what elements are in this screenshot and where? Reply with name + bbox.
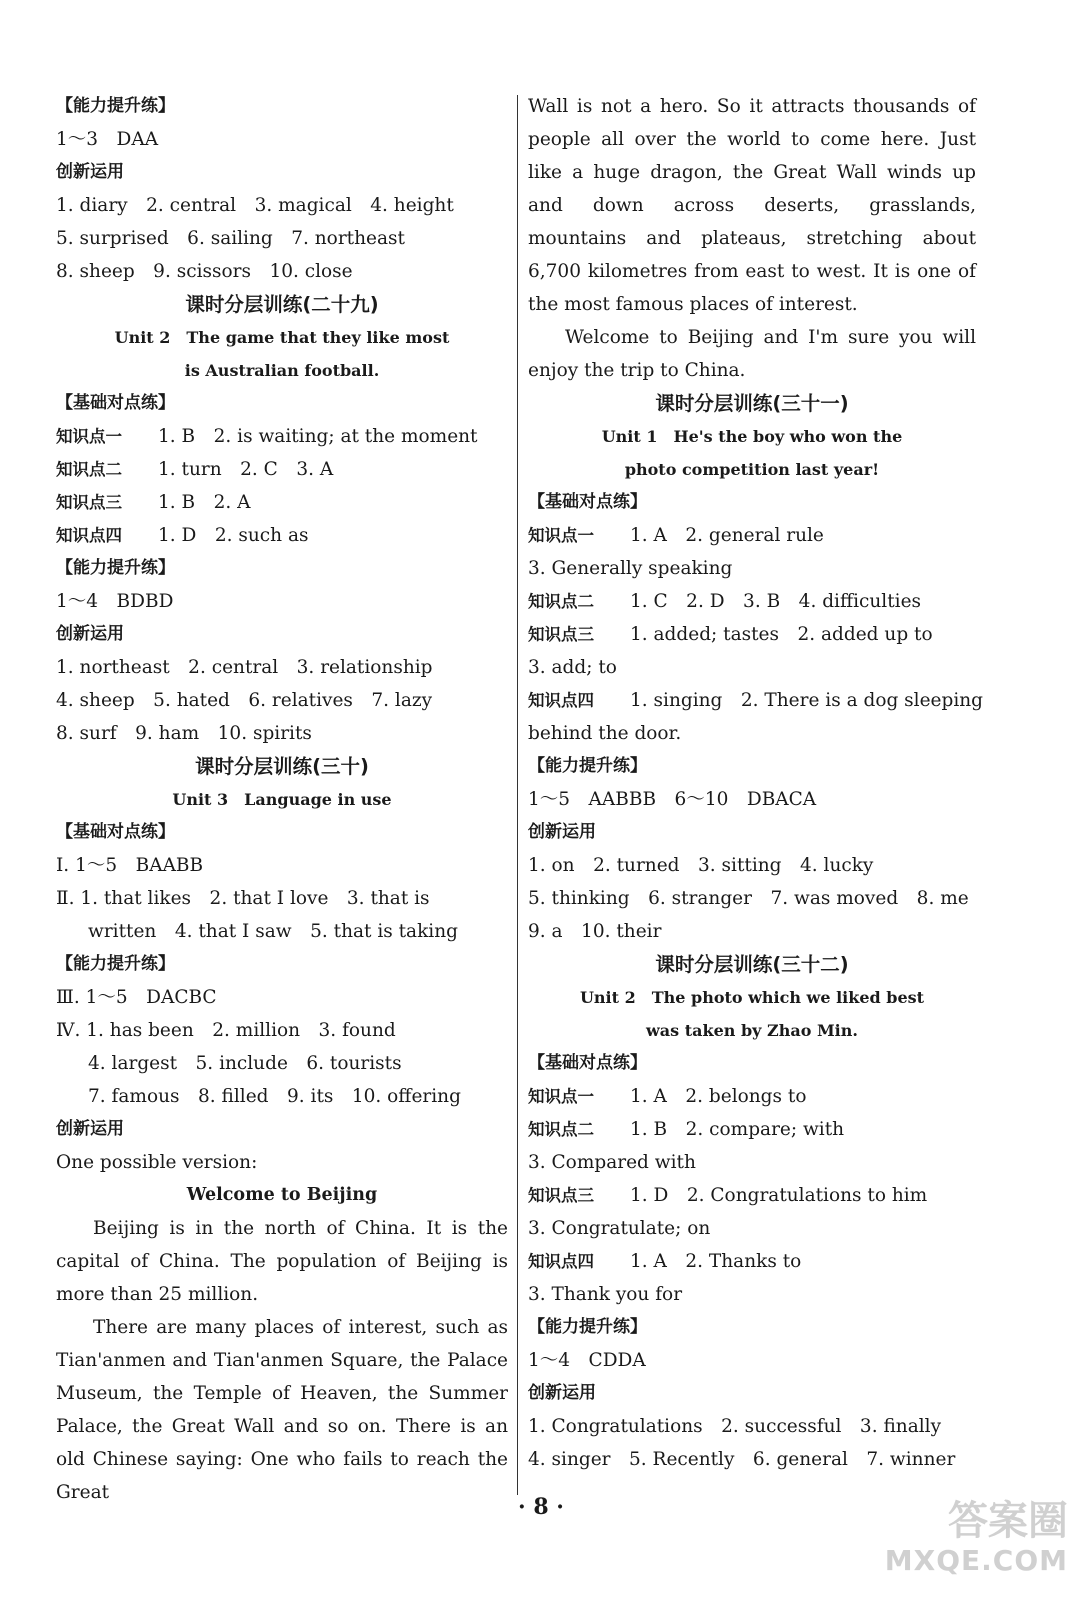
answer-text: 1. A 2. belongs to [630,1086,807,1107]
answer-line: 3. Compared with [528,1152,696,1173]
unit-title: Unit 1 He's the boy who won the [601,427,903,446]
unit-title: Unit 2 The game that they like most [114,328,450,347]
knowledge-point-row [528,585,976,618]
unit-title: Unit 3 Language in use [172,790,392,809]
answer-line: 1. northeast 2. central 3. relationship [56,657,433,678]
section-heading: 创新运用 [56,624,124,644]
knowledge-point-row [528,1080,976,1113]
answer-line: 9. a 10. their [528,921,662,942]
knowledge-point-label: 知识点一 [56,427,122,446]
lesson-title: 课时分层训练(三十二) [655,953,849,976]
section-heading: 创新运用 [56,1119,124,1139]
answer-line: 5. thinking 6. stranger 7. was moved 8. me [528,888,969,909]
answer-text: 1. B 2. A [158,492,251,513]
left-column [56,90,508,1509]
answer-text: 1. D 2. such as [158,525,309,546]
answer-text: 1. B 2. compare; with [630,1119,845,1140]
lesson-title: 课时分层训练(二十九) [185,293,379,316]
answer-line: 3. add; to [528,657,617,678]
knowledge-point-label: 知识点二 [528,592,594,611]
answer-line: 8. sheep 9. scissors 10. close [56,261,353,282]
knowledge-point-row [56,519,508,552]
unit-title: photo competition last year! [624,460,880,479]
answer-line: 3. Thank you for [528,1284,683,1305]
knowledge-point-label: 知识点四 [56,526,122,545]
essay-paragraph: Beijing is in the north of China. It is the capital of China. The population of Beijing is more than 25 million. [56,1218,508,1305]
answer-line: 4. singer 5. Recently 6. general 7. winner [528,1449,956,1470]
answer-line: 3. Congratulate; on [528,1218,711,1239]
essay-paragraph: Welcome to Beijing and I'm sure you will enjoy the trip to China. [528,327,976,381]
answer-line: 1. Congratulations 2. successful 3. finally [528,1416,942,1437]
section-heading: 【基础对点练】 [528,492,647,512]
essay-paragraph: Wall is not a hero. So it attracts thousands of people all over the world to come here. Just like a huge dragon, the Great Wall winds up and down across deserts, grasslands, mountains and plateaus, stretching about 6,700 kilometres from east to west. It is one of the most famous places of interest. [528,96,976,315]
answer-line: Ⅲ. 1～5 DACBC [56,987,217,1008]
knowledge-point-label: 知识点三 [528,1186,594,1205]
knowledge-point-label: 知识点四 [528,691,594,710]
section-heading: 【基础对点练】 [528,1053,647,1073]
essay-paragraph: There are many places of interest, such as Tian'anmen and Tian'anmen Square, the Palace Museum, the Temple of Heaven, the Summer Palace, the Great Wall and so on. There is an old Chinese saying: One who fails to reach the Great [56,1317,508,1503]
answer-line: 4. sheep 5. hated 6. relatives 7. lazy [56,690,433,711]
knowledge-point-row [528,684,984,717]
essay-intro: One possible version: [56,1152,258,1173]
answer-line: 4. largest 5. include 6. tourists [88,1053,402,1074]
column-divider [517,95,518,1495]
answer-line: Ⅳ. 1. has been 2. million 3. found [56,1020,396,1041]
answer-text: 1. turn 2. C 3. A [158,459,334,480]
section-heading: 【基础对点练】 [56,822,175,842]
knowledge-point-row [56,453,508,486]
knowledge-point-label: 知识点四 [528,1252,594,1271]
section-heading: 【能力提升练】 [56,558,175,578]
knowledge-point-label: 知识点二 [528,1120,594,1139]
answer-text: 1. singing 2. There is a dog sleeping [630,690,984,711]
knowledge-point-label: 知识点一 [528,526,594,545]
answer-line: 1～4 BDBD [56,591,174,612]
section-heading: 创新运用 [56,162,124,182]
knowledge-point-row [528,618,976,651]
answer-line: behind the door. [528,723,682,744]
essay-title: Welcome to Beijing [186,1185,378,1205]
answer-line: 1. on 2. turned 3. sitting 4. lucky [528,855,874,876]
answer-line: 8. surf 9. ham 10. spirits [56,723,312,744]
section-heading: 【基础对点练】 [56,393,175,413]
section-heading: 创新运用 [528,1383,596,1403]
answer-line: 1～4 CDDA [528,1350,646,1371]
watermark-logo [885,1498,1068,1577]
page-number: · 8 · [518,1494,564,1520]
answer-line: 1～3 DAA [56,129,159,150]
lesson-title: 课时分层训练(三十) [195,755,369,778]
section-heading: 【能力提升练】 [56,96,175,116]
knowledge-point-label: 知识点三 [56,493,122,512]
knowledge-point-row [528,1179,976,1212]
watermark-text: 答案圈 [948,1498,1068,1544]
answer-line: Ⅱ. 1. that likes 2. that I love 3. that is [56,888,430,909]
section-heading: 创新运用 [528,822,596,842]
answer-line: 3. Generally speaking [528,558,733,579]
watermark-url: MXQE.COM [884,1544,1068,1577]
answer-text: 1. A 2. general rule [630,525,824,546]
answer-line: written 4. that I saw 5. that is taking [88,921,458,942]
section-heading: 【能力提升练】 [528,756,647,776]
right-column [528,90,984,1476]
knowledge-point-row [56,420,508,453]
answer-line: 5. surprised 6. sailing 7. northeast [56,228,405,249]
lesson-title: 课时分层训练(三十一) [655,392,849,415]
knowledge-point-row [528,1245,976,1278]
answer-text: 1. D 2. Congratulations to him [630,1185,928,1206]
answer-text: 1. A 2. Thanks to [630,1251,802,1272]
section-heading: 【能力提升练】 [56,954,175,974]
answer-text: 1. B 2. is waiting; at the moment [158,426,478,447]
knowledge-point-row [56,486,508,519]
answer-line: Ⅰ. 1～5 BAABB [56,855,204,876]
answer-line: 7. famous 8. filled 9. its 10. offering [88,1086,461,1107]
section-heading: 【能力提升练】 [528,1317,647,1337]
knowledge-point-label: 知识点二 [56,460,122,479]
answer-text: 1. C 2. D 3. B 4. difficulties [630,591,922,612]
answer-line: 1. diary 2. central 3. magical 4. height [56,195,454,216]
knowledge-point-row [528,519,976,552]
answer-line: 1～5 AABBB 6～10 DBACA [528,789,817,810]
knowledge-point-label: 知识点一 [528,1087,594,1106]
unit-title: Unit 2 The photo which we liked best [579,988,925,1007]
unit-title: was taken by Zhao Min. [646,1021,858,1040]
answer-text: 1. added; tastes 2. added up to [630,624,933,645]
knowledge-point-row [528,1113,976,1146]
knowledge-point-label: 知识点三 [528,625,594,644]
unit-title: is Australian football. [184,361,380,380]
